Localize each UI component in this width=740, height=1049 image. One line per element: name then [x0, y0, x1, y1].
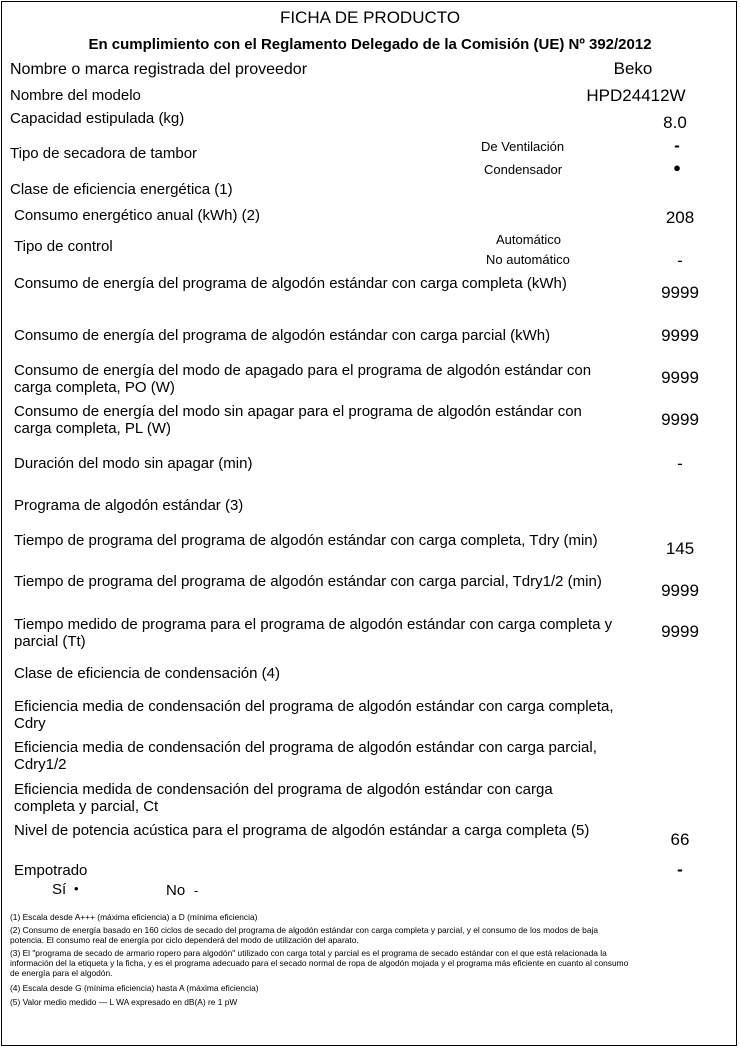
footnote-2: (2) Consumo de energía basado en 160 ciclos de secado del programa de algodón estándar con carga completa y parcial, y el consumo de los modos de baja potencia. El consumo real de energía por ciclo dependerá del modo de utilización del aparato. [10, 925, 599, 945]
built-in-value: - [677, 860, 683, 879]
row-tdry-half-label: Tiempo de programa del programa de algodón estándar con carga parcial, Tdry1/2 (min) [14, 573, 602, 590]
dryer-type-label: Tipo de secadora de tambor [10, 145, 198, 162]
annual-consumption-value: 208 [665, 208, 695, 227]
row-tt-value: 9999 [661, 622, 699, 641]
vented-label: De Ventilación [481, 139, 565, 154]
built-in-no-value: - [194, 883, 199, 898]
row-full-load-energy-label: Consumo de energía del programa de algodón estándar con carga completa (kWh) [14, 275, 567, 292]
row-left-on-duration-value: - [677, 454, 683, 473]
condenser-label: Condensador [484, 162, 563, 177]
condenser-value: ● [673, 160, 681, 175]
model-value: HPD24412W [586, 86, 686, 105]
automatic-label: Automático [496, 232, 562, 247]
row-partial-load-energy-label: Consumo de energía del programa de algodón estándar con carga parcial (kWh) [14, 327, 551, 344]
vented-value: - [674, 136, 680, 155]
row-left-on-mode-value: 9999 [661, 410, 699, 429]
row-off-mode-label: Consumo de energía del modo de apagado para el programa de algodón estándar con carga completa, PO (W) [14, 362, 592, 396]
row-condensation-class-label: Clase de eficiencia de condensación (4) [14, 665, 280, 682]
capacity-value: 8.0 [663, 113, 687, 132]
row-partial-load-energy-value: 9999 [661, 326, 699, 345]
footnote-1: (1) Escala desde A+++ (máxima eficiencia) a D (mínima eficiencia) [10, 912, 258, 922]
model-label: Nombre del modelo [10, 87, 141, 104]
row-noise-label: Nivel de potencia acústica para el programa de algodón estándar a carga completa (5) [14, 822, 590, 839]
row-tdry-value: 145 [665, 539, 695, 558]
footnote-4: (4) Escala desde G (mínima eficiencia) hasta A (máxima eficiencia) [10, 983, 259, 993]
row-left-on-duration-label: Duración del modo sin apagar (min) [14, 455, 253, 472]
row-standard-program-label: Programa de algodón estándar (3) [14, 497, 244, 514]
row-noise-value: 66 [670, 830, 690, 849]
footnote-3: (3) El "programa de secado de armario ropero para algodón" utilizado con carga total y parcial es el programa de secado estándar con el que está relacionada la información del la etiqueta y la ficha, y es el programa adecuado para el secado normal de ropa de algodón mojada y el programa más eficiente en cuanto al consumo de energía para el algodón. [10, 948, 629, 978]
row-off-mode-value: 9999 [661, 368, 699, 387]
row-cdry-half-label: Eficiencia media de condensación del programa de algodón estándar con carga parcial, Cdry1/2 [14, 739, 597, 773]
capacity-label: Capacidad estipulada (kg) [10, 110, 185, 127]
non-automatic-label: No automático [486, 252, 570, 267]
row-full-load-energy-value: 9999 [661, 283, 699, 302]
built-in-yes-label: Sí [52, 881, 67, 898]
row-left-on-mode-label: Consumo de energía del modo sin apagar para el programa de algodón estándar con carga completa, PL (W) [14, 403, 582, 437]
control-type-label: Tipo de control [14, 238, 113, 255]
row-tdry-half-value: 9999 [661, 581, 699, 600]
row-cdry-label: Eficiencia media de condensación del programa de algodón estándar con carga completa, Cdry [14, 698, 614, 732]
row-ct-label: Eficiencia medida de condensación del programa de algodón estándar con carga completa y parcial, Ct [14, 781, 553, 815]
built-in-label: Empotrado [14, 862, 88, 879]
footnote-5: (5) Valor medio medido — L WA expresado en dB(A) re 1 pW [10, 997, 238, 1007]
non-automatic-value: - [677, 251, 683, 270]
supplier-label: Nombre o marca registrada del proveedor [10, 61, 308, 78]
energy-class-label: Clase de eficiencia energética (1) [10, 181, 233, 198]
built-in-no-label: No [166, 882, 186, 899]
row-tdry-label: Tiempo de programa del programa de algodón estándar con carga completa, Tdry (min) [14, 532, 598, 549]
row-tt-label: Tiempo medido de programa para el programa de algodón estándar con carga completa y parcial (Tt) [14, 616, 613, 650]
document-subtitle: En cumplimiento con el Reglamento Delegado de la Comisión (UE) Nº 392/2012 [88, 36, 652, 53]
built-in-yes-value: • [74, 881, 79, 896]
document-title: FICHA DE PRODUCTO [279, 8, 461, 27]
supplier-value: Beko [613, 59, 653, 78]
annual-consumption-label: Consumo energético anual (kWh) (2) [14, 207, 260, 224]
